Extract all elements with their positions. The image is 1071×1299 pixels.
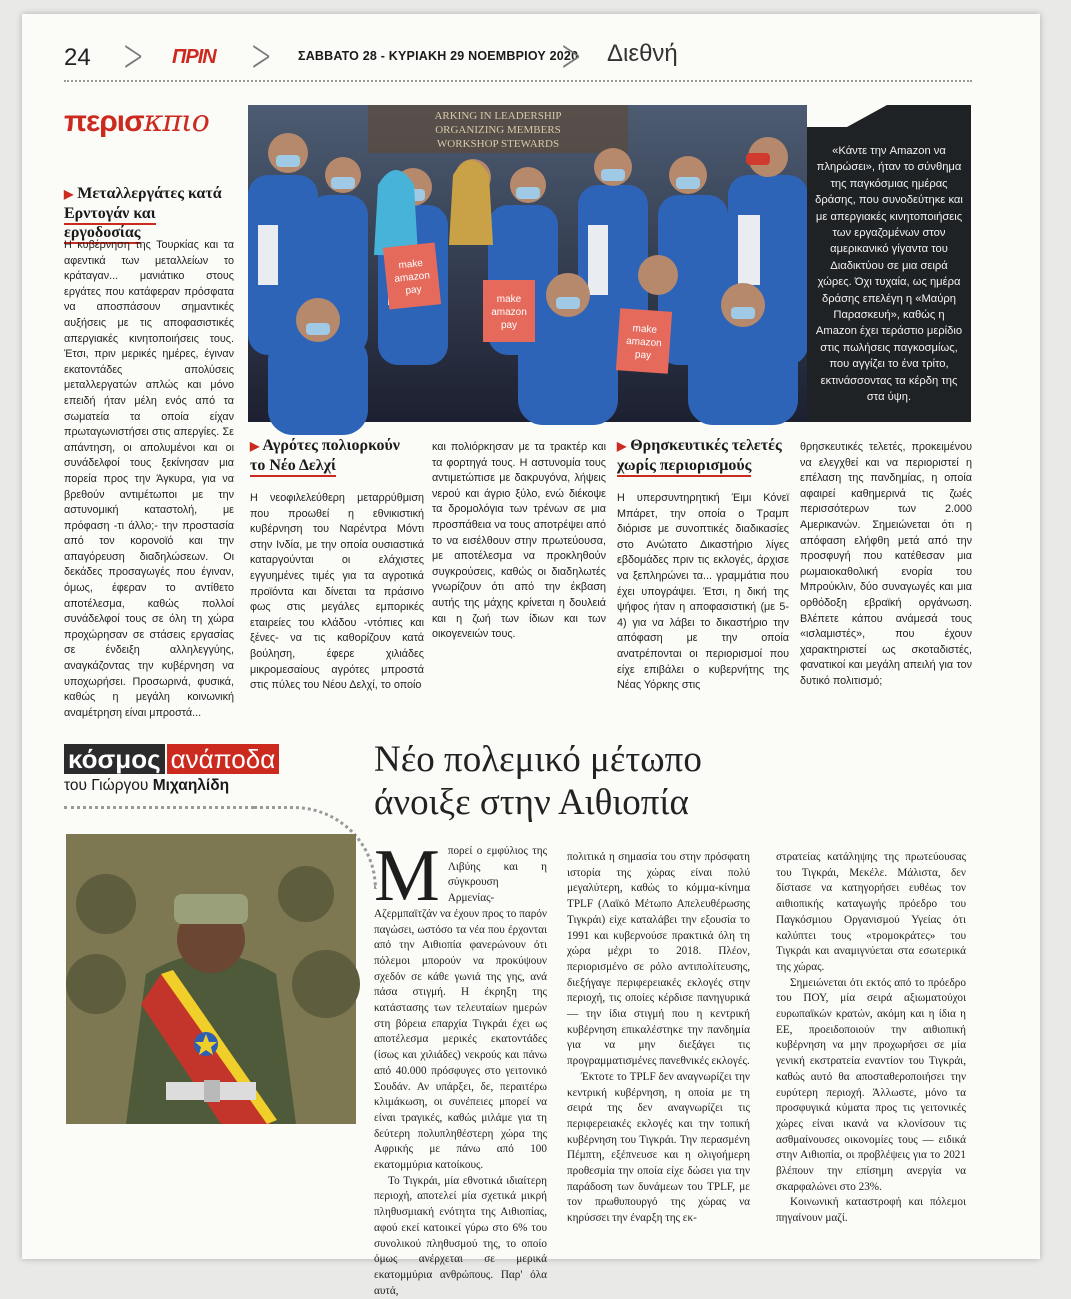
- article-title: Νέο πολεμικό μέτωπο άνοιξε στην Αιθιοπία: [374, 739, 702, 823]
- brief-religion-title: ▶ Θρησκευτικές τελετές χωρίς περιορισμούς: [617, 436, 797, 475]
- chevron-right-icon: >: [122, 28, 144, 82]
- banner-text-1: ARKING IN LEADERSHIP: [434, 110, 562, 122]
- banner-text-2: ORGANIZING MEMBERS: [435, 124, 561, 136]
- chevron-right-icon: >: [250, 28, 272, 82]
- author-divider: [64, 806, 254, 809]
- photo-caption: «Κάντε την Amazon να πληρώσει», ήταν το σύνθημα της παγκόσμιας ημέρας δράσης, που συνοδεύτηκε και με απεργιακές κινητοποιήσεις των εργαζομένων στον αμερικανικό γίγαντα του Διαδικτύου σε μια σειρά χώρες. Όχι τυχαία, ως ημέρα δράσης επελέγη η «Μαύρη Παρασκευή», καθώς η Amazon έχει τεράστιο μερίδιο στις πωλήσεις παγκοσμίως, που αγγίζει το ένα τρίτο, εκτινάσσοντας τα κέρδη της στα ύψη.: [807, 105, 971, 422]
- page-number: 24: [64, 44, 91, 71]
- protest-sign-3: [616, 308, 672, 373]
- issue-date: ΣΑΒΒΑΤΟ 28 - ΚΥΡΙΑΚΗ 29 ΝΟΕΜΒΡΙΟΥ 2020: [298, 49, 579, 63]
- section-name: Διεθνή: [607, 40, 678, 67]
- svg-text:pay: pay: [634, 349, 652, 362]
- soldier-photo: [66, 834, 356, 1124]
- article-col-3: στρατείας κατάληψης της πρωτεύουσας του Τιγκράι, Μεκέλε. Μάλιστα, δεν δίστασε να κατηγορήσει ευθέως τον αιθιοπικής καταγωγής πρόεδρο του Παγκόσμιου Οργανισμού Υγείας ότι καλύπτει τους «τρομοκράτες» του Τιγκράι και αναμιγνύεται στα εσωτερικά της χώρας. Σημειώνεται ότι εκτός από το πρόεδρο του ΠΟΥ, μία σειρά αξιωματούχοι ευρωπαϊκών κρατών, ακόμη και η ίδια η ΕΕ, προειδοποιούν την αιθιοπική κυβέρνηση να μην προχωρήσει σε μία γενική εκστρατεία εναντίον του Τιγκράι, καθώς αυτό θα αποσταθεροποιήσει την ευρύτερη περιοχή. Άλλωστε, μόνο τα προσφυγικά κύματα προς τις γειτονικές χώρες είναι ικανά να κλονίσουν τις ασθμαίνουσες οικονομίες τους — ειδικά στην Αιθιοπία, οι προβλέψεις για το 2021 βλέπουν την επίσημη ανεργία να σκαρφαλώνει στο 23%. Κοινωνική καταστροφή και πόλεμοι πηγαίνουν μαζί.: [776, 851, 966, 1225]
- svg-text:make: make: [496, 294, 522, 305]
- brief-turkey-text: Η κυβέρνηση της Τουρκίας και τα αφεντικά των μεταλλείων το κράταγαν... μανιάτικο στους εργάτες που κατάφεραν πρόσφατα να αποσπάσουν σημαντικές αυξήσεις με τις αποφασιστικές απεργιακές κινητοποιήσεις τους. Έτσι, πριν μερικές ημέρες, έγιναν εκατοντάδες απολύσεις μεταλλεργατών απλώς και μόνο επειδή ήταν μέλη ενός από τα σωματεία τα οποία είχαν πρωταγωνιστήσει στις απεργίες. Σε απάντηση, οι απολυμένοι και οι συνάδελφοί τους ξεκίνησαν μια πορεία προς την Άγκυρα, για να βρεθούν αντιμέτωποι με την αστυνομική καταστολή, με πρόφαση -τι άλλο;- την προστασία από τον κορονοϊό και την απαγόρευση διαδηλώσεων. Οι δεκάδες προσαγωγές που έγιναν, όμως, έφεραν το αντίθετο αποτέλεσμα, καθώς πολλοί συνάδελφοί τους σε όλη τη χώρα προχώρησαν σε στάσεις εργασίας σε ένδειξη αλληλεγγύης, αναγκάζοντας την κυβέρνηση να υποχωρήσει. Προσωρινά, φυσικά, καθώς η μεγάλη κοινωνική αναμέτρηση είναι μπροστά...: [64, 239, 234, 719]
- periskopio-logo: περισκπιο: [64, 104, 209, 139]
- column-author: του Γιώργου Μιχαηλίδη: [64, 777, 230, 794]
- brief-india-text-b: και πολιόρκησαν με τα τρακτέρ και τα φορτηγά τους. Η αστυνομία τους αντιμετώπισε με δακρυγόνα, λήψεις νερού και άγριο ξύλο, ενώ διέκοψε τα δρομολόγια των τρένων σε μια προσπάθεια να τους αποτρέψει από το να εισέλθουν στην πρωτεύουσα, με αποτέλεσμα να προκληθούν συγκρούσεις, καθώς οι διαδηλωτές γνωρίζουν ότι από την έκβαση αυτής της μάχης κρίνεται η δουλειά και η ζωή των ίδιων και των οικογενειών τους.: [432, 441, 606, 641]
- banner-text-3: WORKSHOP STEWARDS: [436, 138, 560, 150]
- svg-text:amazon: amazon: [625, 335, 663, 350]
- brief-religion-text-a: Η υπερσυντηρητική Έιμι Κόνεϊ Μπάρετ, την οποία ο Τραμπ διόρισε με συνοπτικές διαδικασίες στο Ανώτατο Δικαστήριο λίγες εβδομάδες πριν τις εκλογές, άρχισε να ξεπληρώνει τα... γραμμάτια που έχει υπογράψει. Έτσι, η δική της ψήφος ήταν η αποφασιστική (με 5-4) για να λάβει το δικαστήριο την απόφαση με την οποία ανατρέπονται οι περιορισμοί που είχε επιβάλει ο κυβερνήτης της Νέας Υόρκης στις: [617, 492, 789, 692]
- svg-text:amazon: amazon: [491, 307, 527, 318]
- protest-sign-2: [483, 280, 535, 342]
- brief-religion-text-b: θρησκευτικές τελετές, προκειμένου να ελεγχθεί και να περιοριστεί η επέλαση της πανδημίας, η οποία αφαιρεί καθημερινά τις ζωές περισσότερων των 2.000 Αμερικανών. Σημειώνεται ότι η απόφαση ελήφθη μετά από την προσφυγή που κατέθεσαν μια ρωμαιοκαθολική ενορία του Μπρούκλιν, δύο συναγωγές και μια ορθόδοξη εβραϊκή οργάνωση. Βλέπετε κάπου ανάμεσά τους «ισλαμιστές», που έχουν χαρακτηριστεί ως σκοταδιστές, φανατικοί και μεγάλη απειλή για τον δυτικό πολιτισμό;: [800, 441, 972, 687]
- svg-text:amazon: amazon: [393, 270, 431, 285]
- brief-india-title: ▶ Αγρότες πολιορκούν το Νέο Δελχί: [250, 436, 430, 475]
- svg-text:make: make: [398, 257, 424, 272]
- protest-sign-1: [383, 242, 441, 309]
- amazon-protest-photo: [248, 105, 808, 422]
- article-col-2: πολιτικά η σημασία του στην πρόσφατη ιστορία της χώρας είναι πολύ μεγαλύτερη, καθώς το κόμμα-κίνημα TPLF (Λαϊκό Μέτωπο Απελευθέρωσης Τιγκράι) είχε καταλάβει την εξουσία το 1991 και κυβερνούσε πρακτικά όλη τη χώρα μέχρι το 2018. Πλέον, περιορισμένο σε ρόλο αντιπολίτευσης, διεξήγαγε περιφερειακές εκλογές στην περιοχή, τις οποίες κέρδισε πανηγυρικά — την ίδια στιγμή που η κεντρική κυβέρνηση επικαλέστηκε την πανδημία για να μην διεξάγει τις προγραμματισμένες πανεθνικές εκλογές. Έκτοτε το TPLF δεν αναγνωρίζει την κεντρική κυβέρνηση, η οποία με τη σειρά της δεν αναγνωρίζει τις περιφερειακές εκλογές και την τοπική κυβέρνηση του Τιγκράι. Την περασμένη Πέμπτη, εξέπνευσε και η ολιγοήμερη προθεσμία την οποία είχε δώσει για την παράδοση των δυνάμεων του TPLF, με τον πρωθυπουργό της χώρας να κηρύσσει την έναρξη της εκ-: [567, 851, 750, 1225]
- header-divider: [64, 80, 972, 82]
- arrow-icon: ▶: [64, 187, 74, 201]
- arrow-icon: ▶: [250, 439, 260, 453]
- article-col-1: Μ πορεί ο εμφύλιος της Λιβύης και η σύγκρουση Αρμενίας-Αζερμπαϊτζάν να έχουν προς το παρόν παγώσει, ωστόσο τα νέα που έρχονται από την Αιθιοπία φανερώνουν ότι πόλεμοι μπορούν να προκύψουν σχεδόν σε κάθε γωνιά της γης, ανά πάσα στιγμή. Η έκρηξη της κατάστασης των τελευταίων ημερών στη βόρεια επαρχία Τιγκράι έχει ως αποτέλεσμα μερικές εκατοντάδες (ίσως και χιλιάδες) νεκρούς και πάνω από 40.000 πρόσφυγες στο γειτονικό Σουδάν. Αν υπάρξει, δε, περαιτέρω κλιμάκωση, οι συνέπειες μπορεί να είναι τραγικές, καθώς μιλάμε για τη δεύτερη πολυπληθέστερη χώρα της Αφρικής με πάνω από 100 εκατομμύρια κατοίκους. Το Τιγκράι, μία εθνοτικά ιδιαίτερη περιοχή, αποτελεί μία σχετικά μικρή πληθυσμιακή ενότητα της Αιθιοπίας, αφού εκεί κατοικεί γύρω στο 6% του συνολικού πληθυσμού της, το οποίο όμως ανέρχεται σε μερικά εκατομμύρια ανθρώπους. Παρ' όλα αυτά,: [374, 835, 547, 1297]
- newspaper-logo: ΠΡΙΝ: [172, 46, 216, 68]
- brief-india-text-a: Η νεοφιλελεύθερη μεταρρύθμιση που προωθεί η εθνικιστική κυβέρνηση του Ναρέντρα Μόντι στην Ινδία, με την οποία ουσιαστικά καταργούνται οι ελάχιστες εγγυημένες τιμές για τα αγροτικά προϊόντα και δίνεται τα πράσινο φως στις μεγάλες εμπορικές εταιρείες του κλάδου -ντόπιες και ξένες- να τις καθορίζουν κατά βούληση, έφερε χιλιάδες μικρομεσαίους αγρότες μπροστά στις πύλες του Νέου Δελχί, το οποίο: [250, 492, 424, 692]
- arrow-icon: ▶: [617, 439, 627, 453]
- svg-text:pay: pay: [500, 320, 518, 331]
- svg-text:pay: pay: [404, 284, 423, 297]
- brief-turkey-title: ▶ Μεταλλεργάτες κατά Ερντογάν και εργοδοσίας: [64, 184, 236, 242]
- newspaper-page: [22, 14, 1040, 1297]
- dropcap: Μ: [374, 835, 440, 917]
- kosmos-anapoda-logo: κόσμος ανάποδα: [64, 744, 279, 774]
- chevron-right-icon: >: [560, 28, 582, 82]
- svg-text:make: make: [632, 323, 658, 336]
